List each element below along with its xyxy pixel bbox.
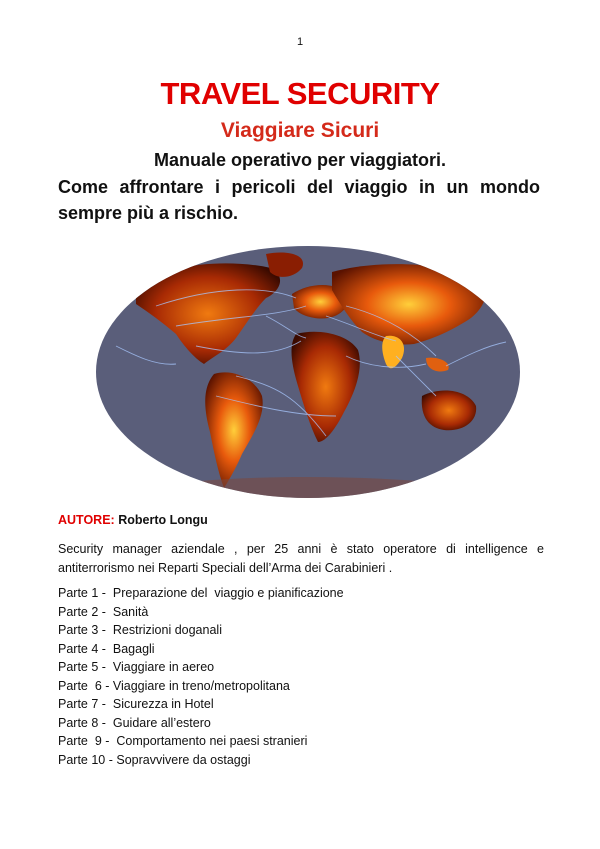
page-number: 1	[296, 36, 304, 48]
table-of-contents	[58, 584, 344, 769]
toc-item: Parte 7 - Sicurezza in Hotel	[58, 697, 214, 711]
toc-item: Parte 10 - Sopravvivere da ostaggi	[58, 752, 251, 767]
author-label: AUTORE:	[58, 513, 115, 527]
toc-item: Parte 3 - Restrizioni doganali	[58, 623, 222, 637]
toc-item: Parte 8 - Guidare all’estero	[58, 715, 211, 730]
document-subtitle: Viaggiare Sicuri	[220, 119, 380, 142]
toc-item: Parte 9 - Comportamento nei paesi stranieri	[58, 734, 308, 748]
toc-item: Parte 5 - Viaggiare in aereo	[58, 660, 215, 674]
document-title: TRAVEL SECURITY	[160, 76, 440, 111]
world-map-image	[96, 246, 520, 498]
author-line	[58, 513, 208, 527]
document-tagline: Manuale operativo per viaggiatori.	[153, 150, 447, 170]
author-bio: Security manager aziendale , per 25 anni è stato operatore di intelligence e antiterrorismo nei Reparti Speciali dell’Arma dei Carabinieri .	[58, 542, 544, 575]
toc-item: Parte 4 - Bagagli	[58, 641, 155, 656]
author-name: Roberto Longu	[118, 513, 208, 527]
toc-item: Parte 2 - Sanità	[58, 604, 149, 619]
toc-item: Parte 1 - Preparazione del viaggio e pianificazione	[58, 586, 344, 600]
lead-text: Come affrontare i pericoli del viaggio in un mondo sempre più a rischio.	[58, 177, 540, 223]
toc-item: Parte 6 - Viaggiare in treno/metropolitana	[58, 678, 290, 693]
